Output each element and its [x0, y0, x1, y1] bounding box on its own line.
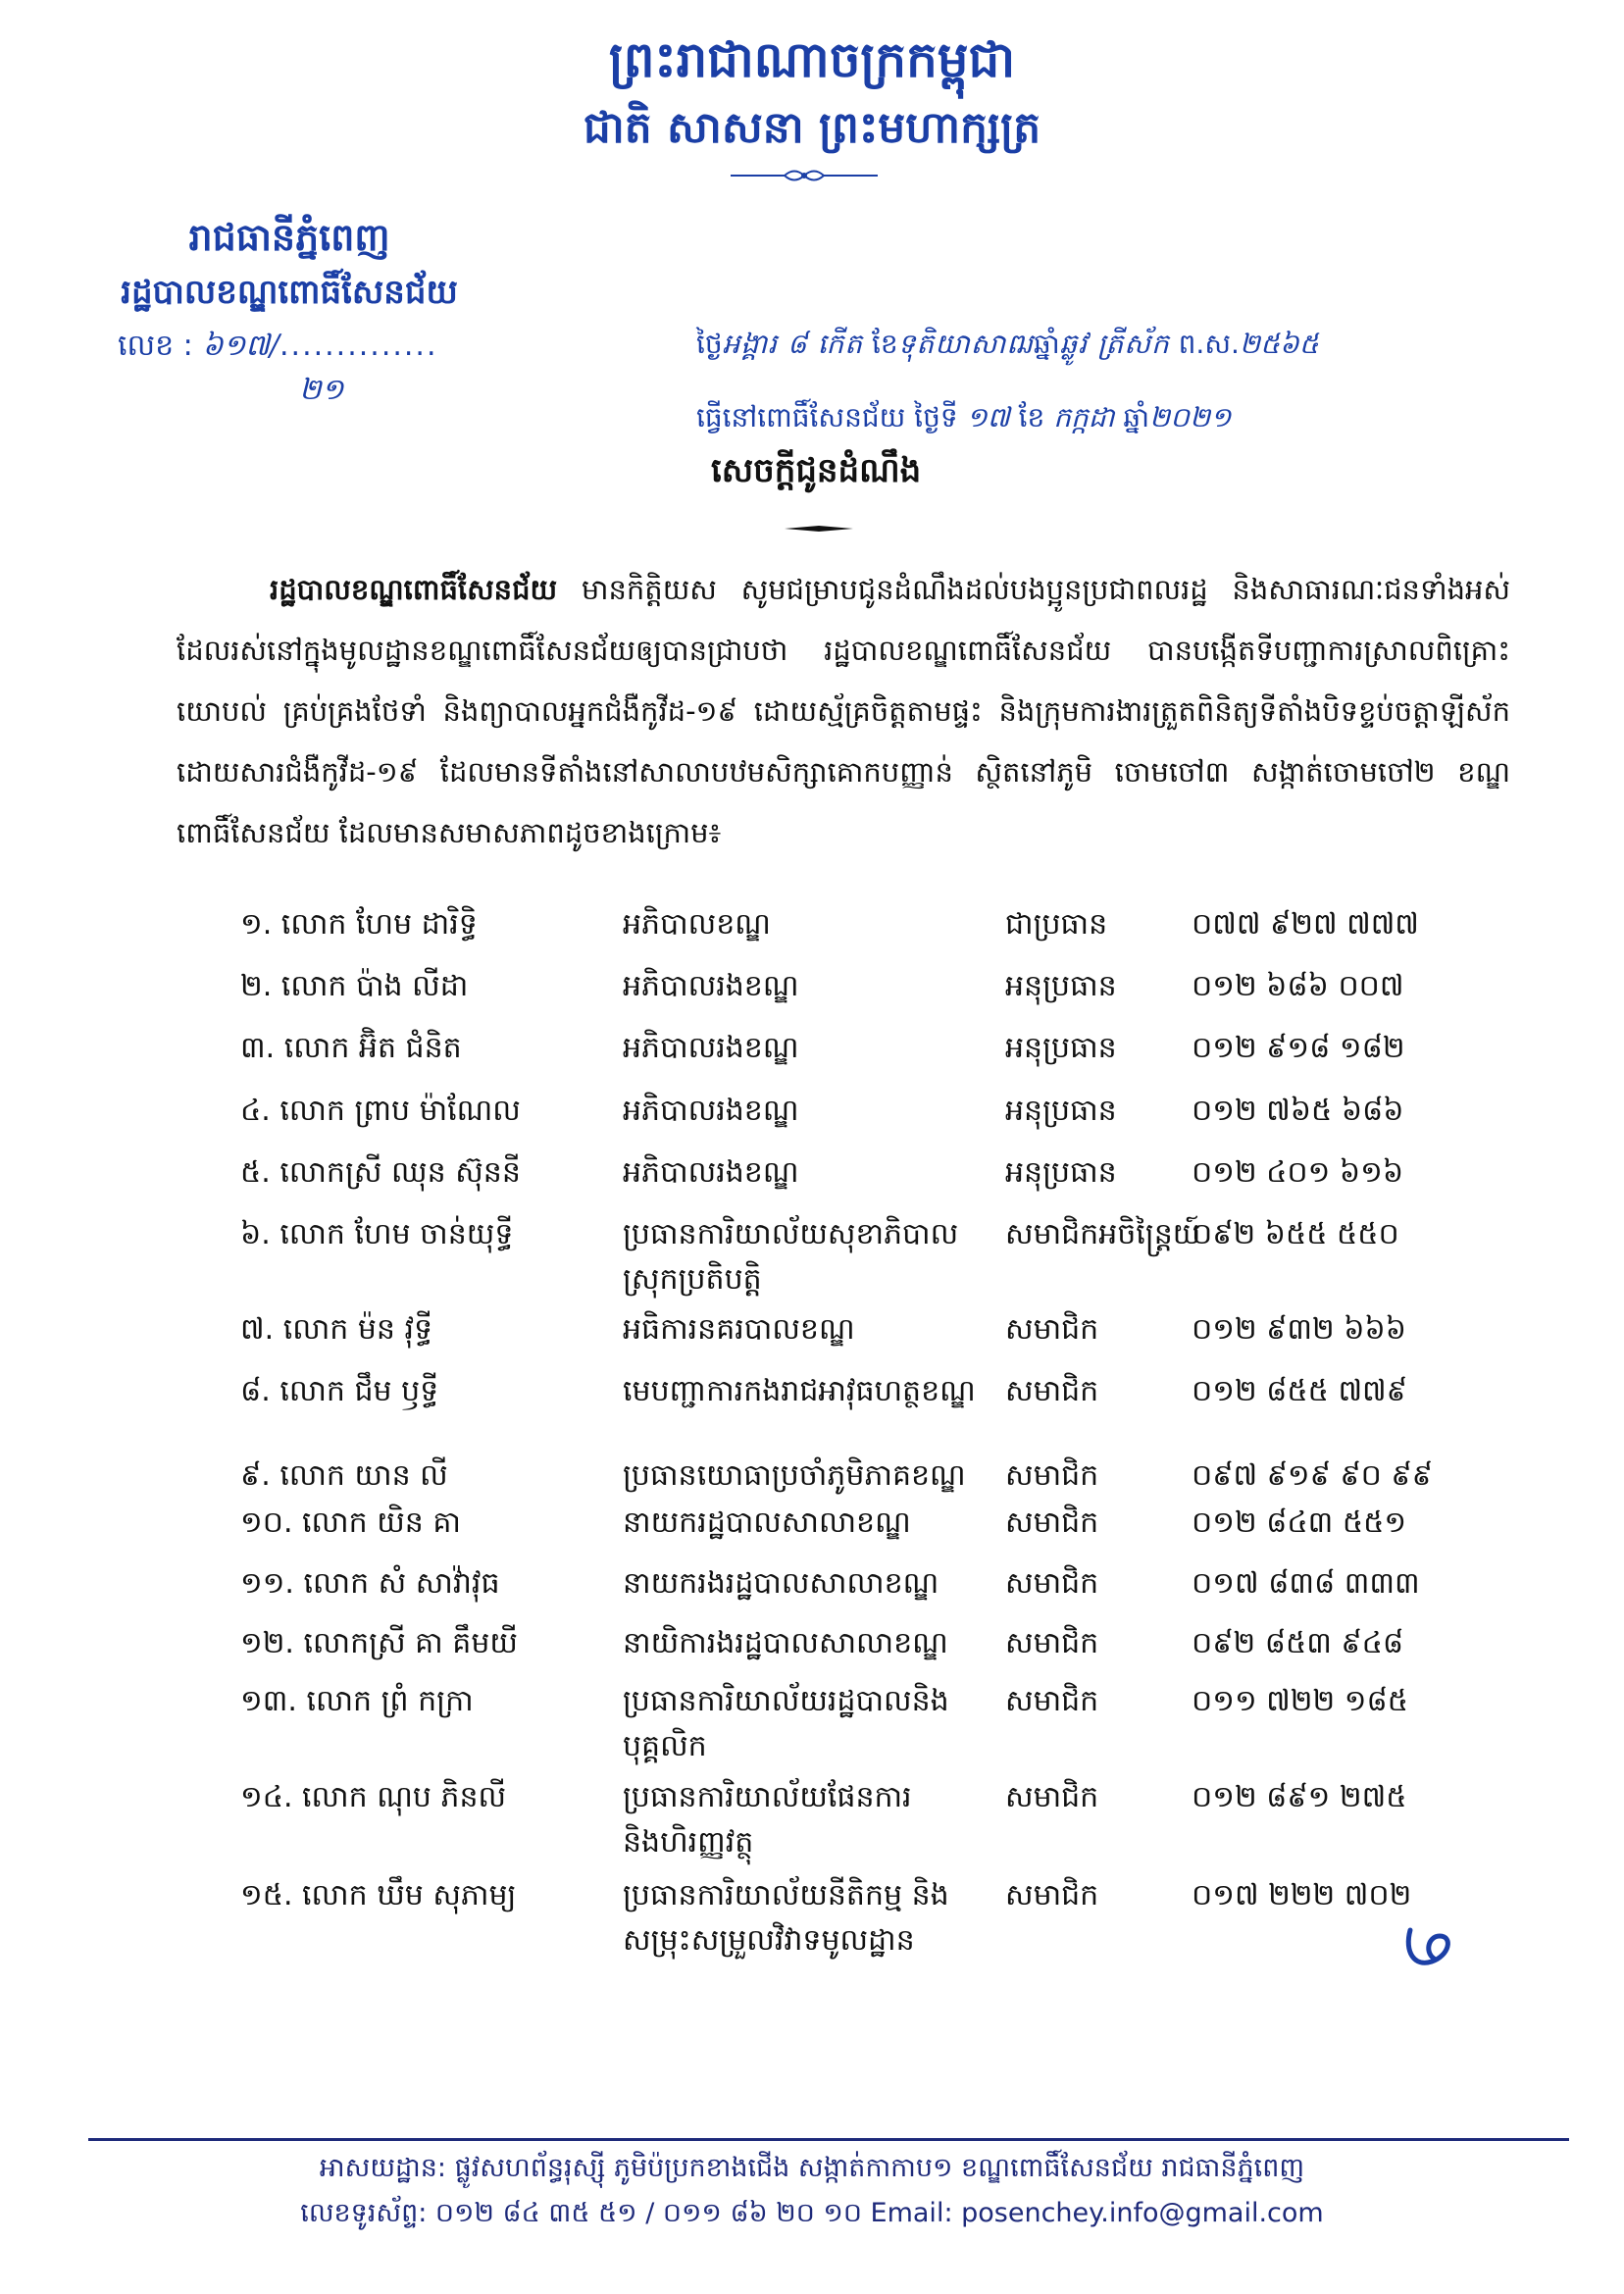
member-full-name: លោក ប៉ាង លីដា	[280, 969, 469, 1003]
member-full-name: លោកស្រី ឈុន ស៊ុននី	[279, 1155, 521, 1190]
member-number: ៧.	[240, 1312, 275, 1347]
member-number: ១២.	[240, 1626, 294, 1660]
member-role: សមាជិក	[1005, 1684, 1099, 1718]
member-number: ៥.	[240, 1155, 271, 1190]
member-number: ៩.	[240, 1458, 271, 1493]
member-name	[240, 902, 603, 947]
member-phone: ០៧៧ ៩២៧ ៧៧៧	[1192, 907, 1419, 942]
member-position: ប្រធានការិយាល័យរដ្ឋបាលនិងបុគ្គលិក	[623, 1684, 949, 1763]
member-phone: ០១៧ ៨៣៨ ៣៣៣	[1192, 1566, 1420, 1601]
footer-contact: លេខទូរស័ព្ទ: ០១២ ៨៤ ៣៥ ៥១ / ០១១ ៨៦ ២០ ១០ Email: posenchey.info@gmail.com	[300, 2198, 1324, 2228]
member-role: អនុប្រធាន	[1005, 1155, 1117, 1190]
member-full-name: លោក ព្រាប ម៉ាណែល	[279, 1094, 521, 1128]
paragraph-lead: រដ្ឋបាលខណ្ឌពោធិ៍សែនជ័យ	[270, 573, 558, 606]
member-phone: ០១២ ៩៣២ ៦៦៦	[1192, 1312, 1407, 1347]
solar-day: ១៧	[966, 401, 1010, 433]
member-phone: ០៩៧ ៩១៩ ៩០ ៩៩	[1192, 1458, 1433, 1493]
member-full-name: លោក ជឹម ឫទ្ធី	[279, 1374, 439, 1408]
member-number: ១១.	[240, 1566, 294, 1601]
kingdom-title: ព្រះរាជាណាចក្រកម្ពុជា	[608, 31, 1016, 88]
solar-date	[696, 400, 1231, 440]
era-year: ២៥៦៥	[1239, 328, 1319, 360]
lunar-prefix: ថ្ងៃ	[696, 328, 723, 360]
district-admin-name: រដ្ឋបាលខណ្ឌពោធិ៍សែនជ័យ	[121, 273, 458, 312]
member-name	[240, 1873, 603, 1918]
solar-month: កក្កដា	[1053, 401, 1115, 433]
title-underline	[785, 525, 853, 533]
member-number: ៤.	[240, 1094, 271, 1128]
member-name	[240, 1775, 603, 1820]
member-number: ១៣.	[240, 1684, 297, 1718]
member-phone: ០១២ ៨៤៣ ៥៥១	[1192, 1505, 1407, 1540]
member-number: ១៤.	[240, 1780, 293, 1814]
ref-label: លេខ :	[118, 329, 193, 363]
city-name: រាជធានីភ្នំពេញ	[188, 216, 390, 259]
member-full-name: លោក ឃឹម សុភាម្យ	[302, 1878, 517, 1912]
member-name	[240, 1679, 603, 1724]
member-role: សមាជិក	[1005, 1312, 1099, 1347]
paragraph-text: មានកិត្តិយស សូមជម្រាបជូនដំណឹងដល់បងប្អូនប្រជាពលរដ្ឋ និងសាធារណៈជនទាំងអស់ ដែលរស់នៅក្នុងមូលដ្ឋានខណ្ឌពោធិ៍សែនជ័យឲ្យបានជ្រាបថា រដ្ឋបាលខណ្ឌពោធិ៍សែនជ័យ បានបង្កើតទីបញ្ជាការស្រាលពិគ្រោះយោបល់ គ្រប់គ្រងថែទាំ និងព្យាបាលអ្នកជំងឺកូវីដ-១៩ ដោយស្ម័គ្រចិត្តតាមផ្ទះ និងក្រុមការងារត្រួតពិនិត្យទីតាំងបិទខ្ទប់ចត្តាឡីស័កដោយសារជំងឺកូវីដ-១៩ ដែលមានទីតាំងនៅសាលាបឋមសិក្សាគោកបញ្ញាន់ ស្ថិតនៅភូមិ ចោមចៅ៣ សង្កាត់ចោមចៅ២ ខណ្ឌពោធិ៍សែនជ័យ ដែលមានសមាសភាពដូចខាងក្រោម៖	[177, 573, 1510, 849]
member-position: អភិបាលរងខណ្ឌ	[623, 1094, 799, 1128]
member-position: ប្រធានការិយាល័យផែនការ និងហិរញ្ញវត្ថុ	[623, 1780, 912, 1860]
member-name	[240, 1089, 603, 1134]
member-position: អភិបាលរងខណ្ឌ	[623, 969, 799, 1003]
member-role: សមាជិក	[1005, 1780, 1099, 1814]
member-position: នាយករងរដ្ឋបាលសាលាខណ្ឌ	[623, 1566, 939, 1601]
member-name	[240, 1561, 603, 1606]
member-name	[240, 1150, 603, 1196]
solar-year: ២០២១	[1148, 401, 1232, 433]
member-position: មេបញ្ជាការកងរាជអាវុធហត្ថខណ្ឌ	[623, 1374, 976, 1408]
member-position: នាយករដ្ឋបាលសាលាខណ្ឌ	[623, 1505, 911, 1540]
member-full-name: លោក ហែម ចាន់យុទ្ធី	[279, 1217, 514, 1251]
member-full-name: លោក ព្រំ កក្រា	[306, 1684, 474, 1718]
member-role: សមាជិក	[1005, 1878, 1099, 1912]
member-number: ១៥.	[240, 1878, 293, 1912]
member-phone: ០១៧ ២២២ ៧០២	[1192, 1878, 1412, 1912]
lunar-month-label: ខែ	[871, 328, 898, 360]
lunar-month: ទុតិយាសាឍ	[897, 328, 1034, 360]
member-position: នាយិការងរដ្ឋបាលសាលាខណ្ឌ	[623, 1626, 948, 1660]
solar-month-label: ខែ	[1018, 401, 1045, 433]
member-position: ប្រធានយោធាប្រចាំភូមិភាគខណ្ឌ	[623, 1458, 966, 1493]
reference-number	[118, 327, 438, 370]
member-full-name: លោក សំ សាវ៉ាវុធ	[303, 1566, 500, 1601]
member-role: សមាជិកអចិន្ត្រៃយ៍	[1005, 1217, 1201, 1251]
member-role: សមាជិក	[1005, 1626, 1099, 1660]
member-full-name: លោក យាន លី	[279, 1458, 448, 1493]
member-phone: ០១២ ៦៨៦ ០០៧	[1192, 969, 1404, 1003]
ornament-divider	[731, 165, 878, 186]
member-phone: ០៩២ ៨៥៣ ៩៤៨	[1192, 1626, 1404, 1660]
member-name	[240, 1307, 603, 1352]
member-role: សមាជិក	[1005, 1458, 1099, 1493]
member-full-name: លោក ណុប ភិនលី	[302, 1780, 507, 1814]
member-full-name: លោក ម៉ន វុទ្ធី	[282, 1312, 433, 1347]
ref-number: ៦១៧/	[202, 329, 279, 363]
member-number: ៦.	[240, 1217, 271, 1251]
member-name	[240, 1501, 603, 1546]
member-phone: ០១២ ៨៥៥ ៧៧៩	[1192, 1374, 1407, 1408]
member-full-name: លោកស្រី គា គឹមយី	[303, 1626, 518, 1660]
ref-suffix: ២១	[299, 373, 344, 407]
lunar-year-label: ឆ្នាំ	[1033, 328, 1060, 360]
member-name	[240, 964, 603, 1009]
footer-divider	[88, 2138, 1569, 2141]
member-full-name: លោក យិន គា	[302, 1505, 461, 1540]
solar-prefix: ធ្វើនៅពោធិ៍សែនជ័យ ថ្ងៃទី	[696, 401, 958, 433]
member-name	[240, 1369, 603, 1414]
member-number: ១០.	[240, 1505, 293, 1540]
member-name	[240, 1621, 603, 1666]
member-role: អនុប្រធាន	[1005, 969, 1117, 1003]
member-number: ៨.	[240, 1374, 271, 1408]
member-phone: ០១២ ៩១៨ ១៨២	[1192, 1031, 1405, 1065]
member-role: សមាជិក	[1005, 1374, 1099, 1408]
member-phone: ០១២ ៨៩១ ២៧៥	[1192, 1780, 1407, 1814]
member-position: អភិបាលរងខណ្ឌ	[623, 1155, 799, 1190]
member-name	[240, 1212, 603, 1257]
footer	[0, 2146, 1624, 2236]
member-role: អនុប្រធាន	[1005, 1031, 1117, 1065]
lunar-date	[696, 327, 1319, 367]
member-number: ២.	[240, 969, 273, 1003]
member-name	[240, 1453, 603, 1499]
member-position: អធិការនគរបាលខណ្ឌ	[623, 1312, 855, 1347]
member-position: ប្រធានការិយាល័យសុខាភិបាលស្រុកប្រតិបត្តិ	[623, 1217, 959, 1297]
member-phone: ០១១ ៧២២ ១៨៥	[1192, 1684, 1408, 1718]
member-full-name: លោក អ៊ិត ជំនិត	[283, 1031, 462, 1065]
member-phone: ០៩២ ៦៥៥ ៥៥០	[1192, 1217, 1399, 1251]
handwritten-initial	[1402, 1922, 1461, 1971]
kingdom-header	[0, 25, 1624, 162]
member-role: អនុប្រធាន	[1005, 1094, 1117, 1128]
member-position: អភិបាលខណ្ឌ	[623, 907, 771, 942]
solar-year-label: ឆ្នាំ	[1123, 401, 1149, 433]
notice-paragraph	[177, 559, 1510, 863]
footer-address: អាសយដ្ឋាន: ផ្លូវសហព័ន្ធរុស្ស៊ី ភូមិប៉ប្រកខាងជើង សង្កាត់កាកាប១ ខណ្ឌពោធិ៍សែនជ័យ រាជធានីភ្នំពេញ	[319, 2153, 1305, 2183]
member-role: សមាជិក	[1005, 1566, 1099, 1601]
member-number: ៣.	[240, 1031, 276, 1065]
member-position: ប្រធានការិយាល័យនីតិកម្ម និងសម្រុះសម្រួលវិវាទមូលដ្ឋាន	[623, 1878, 949, 1958]
lunar-day: អង្គារ ៨ កើត	[722, 328, 864, 360]
member-number: ១.	[240, 907, 273, 942]
member-role: សមាជិក	[1005, 1505, 1099, 1540]
era-label: ព.ស.	[1178, 328, 1240, 360]
member-phone: ០១២ ៧៦៥ ៦៨៦	[1192, 1094, 1404, 1128]
issuer-block	[83, 210, 495, 320]
member-phone: ០១២ ៤០១ ៦១៦	[1192, 1155, 1404, 1190]
national-motto: ជាតិ សាសនា ព្រះមហាក្សត្រ	[583, 103, 1041, 153]
member-full-name: លោក ហែម ដារិទ្ធិ	[280, 907, 478, 942]
lunar-year: ឆ្លូវ ត្រីស័ក	[1059, 328, 1170, 360]
ref-dots: ..............	[279, 329, 438, 363]
document-title: សេចក្ដីជូនដំណឹង	[711, 451, 922, 490]
member-role: ជាប្រធាន	[1005, 907, 1108, 942]
member-name	[240, 1026, 603, 1071]
member-position: អភិបាលរងខណ្ឌ	[623, 1031, 799, 1065]
